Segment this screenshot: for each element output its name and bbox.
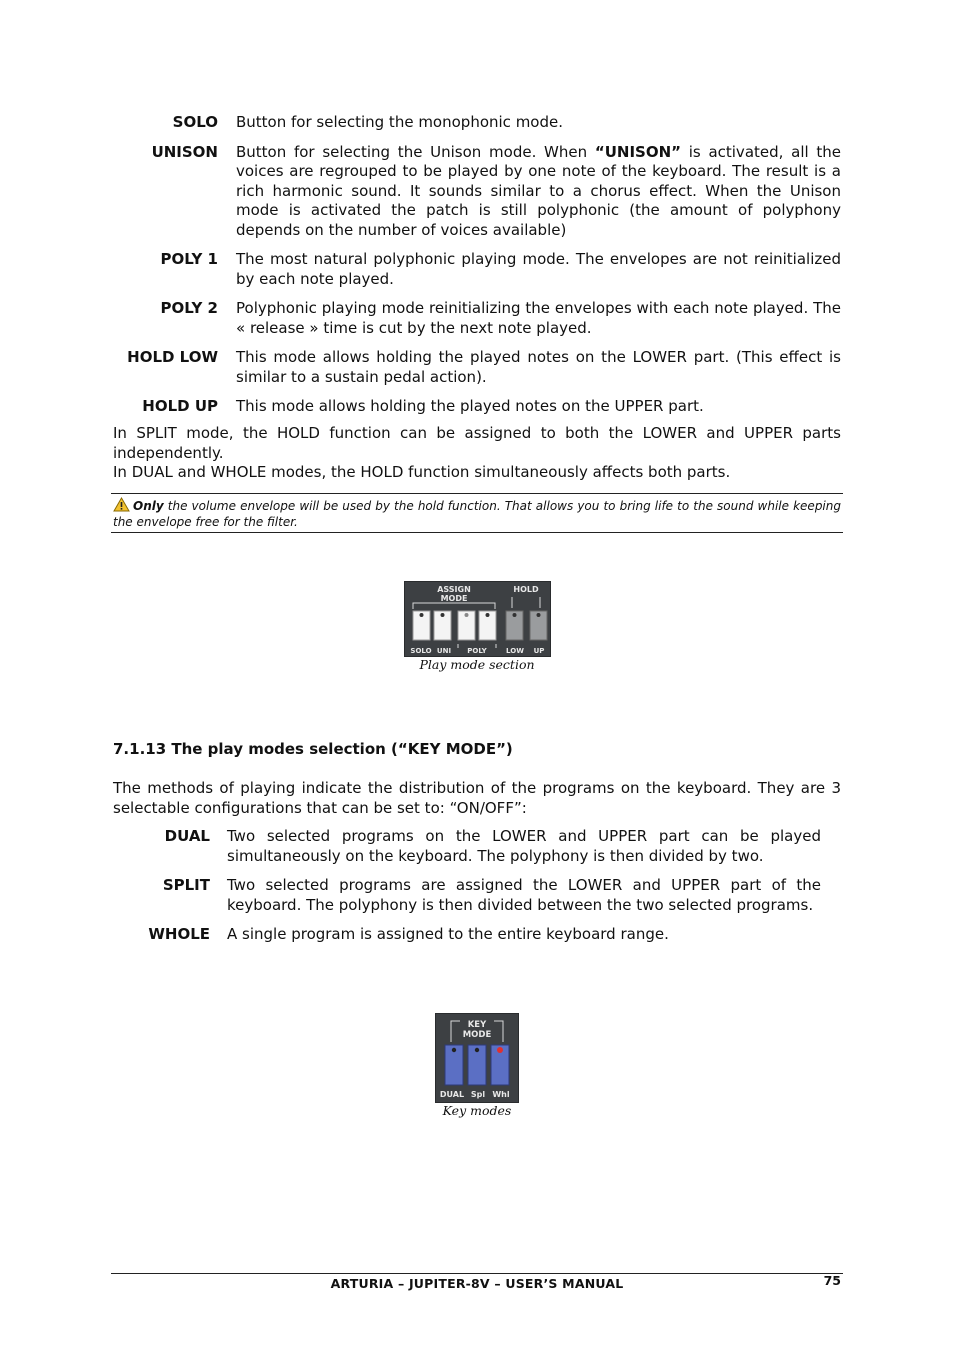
play-mode-section-image [404,581,551,661]
uni-label: UNI [436,647,452,655]
spl-label: Spl [470,1090,486,1099]
note-bold: Only [133,499,164,513]
hold-paragraph [113,424,841,483]
key-label: KEY [467,1020,487,1030]
definition-row [113,925,821,945]
solo-label: SOLO [410,647,432,655]
solo-button [413,611,430,640]
section-heading: 7.1.13 The play modes selection (“KEY MODE”) [113,740,513,758]
term-solo: SOLO [172,113,218,131]
note-box [111,493,843,533]
description-dual: Two selected programs on the LOWER and UPPER part can be played simultaneously on the keyboard. The polyphony is then divided by two. [227,827,821,865]
hold-up-button [530,611,547,640]
term-split: SPLIT [162,876,210,894]
description-poly2: Polyphonic playing mode reinitializing the envelopes with each note played. The « release » time is cut by the next note played. [236,299,841,337]
definition-row [113,827,821,866]
note-text: the volume envelope will be used by the hold function. That allows you to bring life to the sound while keeping the envelope free for the filter. [113,499,841,529]
figure-caption: Key modes [442,1103,512,1118]
description-unison: Button for selecting the Unison mode. When “UNISON” is activated, all the voices are regrouped to be played by one note of the keyboard. The result is a rich harmonic sound. It sounds similar to a chorus effect. When the Unison mode is activated the patch is still polyphonic (the amount of polyphony depends on the number of voices available) [236,142,841,239]
definition-row [113,348,841,387]
footer-divider [111,1273,843,1274]
figure-caption: Play mode section [419,657,535,672]
description-split: Two selected programs are assigned the LOWER and UPPER part of the keyboard. The polyphony is then divided between the two selected programs. [227,876,821,914]
definition-row [113,397,841,417]
term-dual: DUAL [164,827,210,845]
poly1-button [458,611,475,640]
whole-button [491,1045,509,1085]
unison-button [434,611,451,640]
poly-label: POLY [467,647,487,655]
term-hold-up: HOLD UP [142,397,218,415]
description-hold-low: This mode allows holding the played notes on the LOWER part. (This effect is similar to a sustain pedal action). [236,348,841,386]
definition-row [113,876,821,915]
hold-label: HOLD [513,585,539,594]
term-unison: UNISON [151,142,218,161]
term-hold-low: HOLD LOW [127,348,218,366]
split-button [468,1045,486,1085]
assign-mode-list [113,113,841,427]
description-whole: A single program is assigned to the entire keyboard range. [227,925,669,943]
definition-row [113,113,841,133]
description-solo: Button for selecting the monophonic mode. [236,113,563,131]
hold-paragraph-line1: In SPLIT mode, the HOLD function can be assigned to both the LOWER and UPPER parts independently. [113,424,841,462]
key-modes-image [435,1013,519,1107]
definition-row [113,299,841,338]
mode-label: MODE [440,594,468,603]
term-whole: WHOLE [148,925,210,943]
definition-row [113,250,841,289]
dual-label: DUAL [439,1090,465,1099]
section-intro: The methods of playing indicate the distribution of the programs on the keyboard. They are 3 selectable configurations that can be set to: “ON/OFF”: [113,779,841,817]
term-poly1: POLY 1 [160,250,218,268]
low-label: LOW [506,647,524,655]
term-poly2: POLY 2 [160,299,218,317]
description-poly1: The most natural polyphonic playing mode. The envelopes are not reinitialized by each note played. [236,250,841,288]
hold-low-button [506,611,523,640]
up-label: UP [533,647,545,655]
poly2-button [479,611,496,640]
warning-icon [113,497,130,512]
definition-row [113,143,841,241]
hold-paragraph-line2: In DUAL and WHOLE modes, the HOLD function simultaneously affects both parts. [113,463,731,481]
key-mode-label: MODE [462,1030,492,1040]
whl-label: Whl [492,1090,510,1099]
assign-label: ASSIGN [437,585,471,594]
description-hold-up: This mode allows holding the played notes on the UPPER part. [236,397,704,415]
dual-button [445,1045,463,1085]
footer-title: ARTURIA – JUPITER-8V – USER’S MANUAL [330,1276,624,1291]
page-number: 75 [823,1273,841,1288]
key-mode-list [113,827,821,955]
